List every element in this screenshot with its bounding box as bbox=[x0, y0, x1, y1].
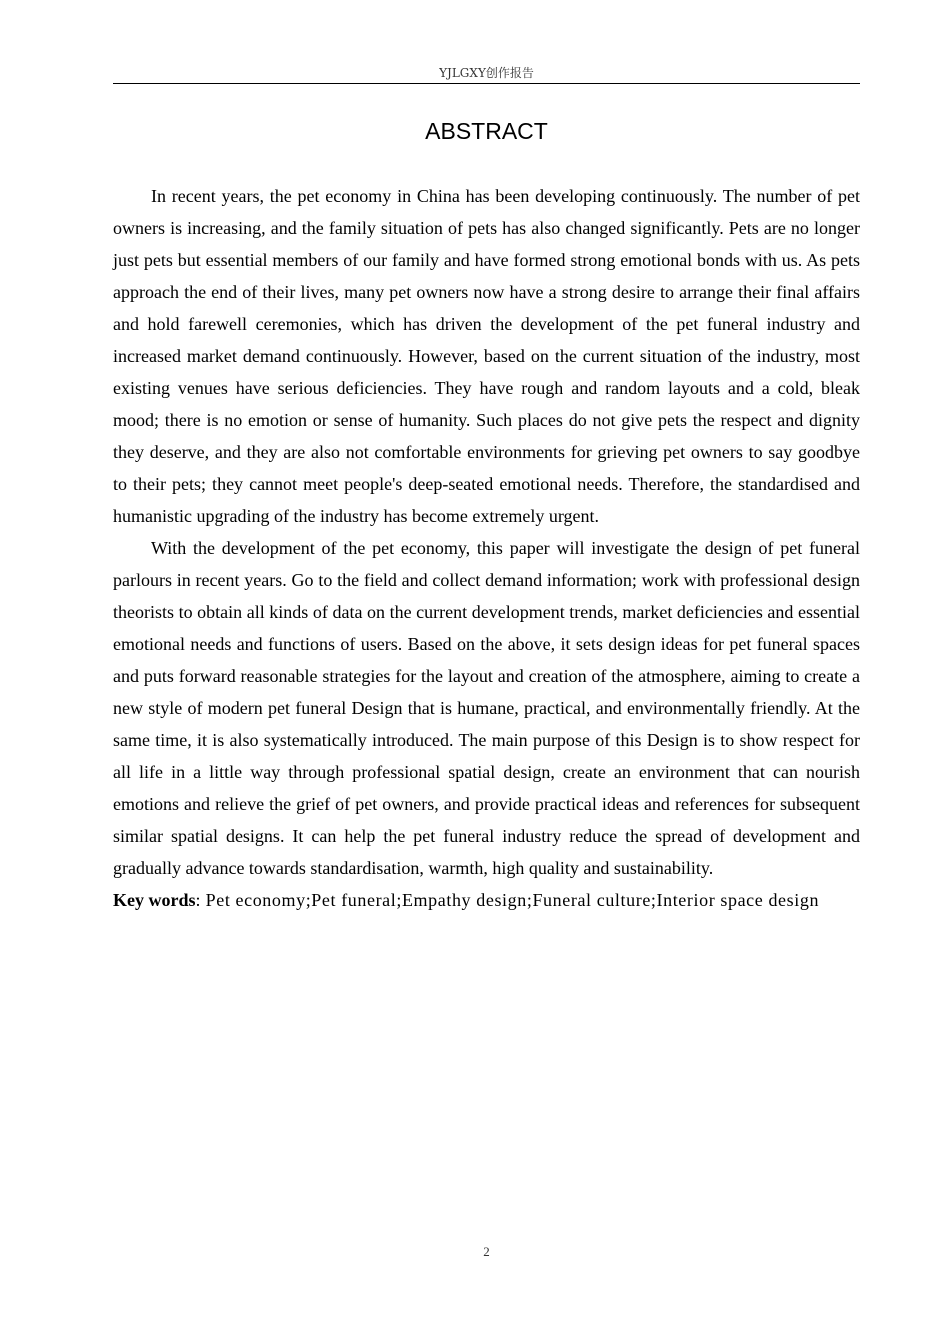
keywords-separator: : bbox=[195, 890, 201, 910]
page-number: 2 bbox=[483, 1244, 490, 1259]
keywords-line bbox=[113, 884, 860, 916]
keywords-label: Key words bbox=[113, 890, 196, 910]
page-title: ABSTRACT bbox=[425, 118, 548, 144]
abstract-paragraph-2: With the development of the pet economy, this paper will investigate the design of pet funeral parlours in recent years. Go to the field and collect demand information; work with professional design theorists to obtain all kinds of data on the current development trends, market deficiencies and essential emotional needs and functions of users. Based on the above, it sets design ideas for pet funeral spaces and puts forward reasonable strategies for the layout and creation of the atmosphere, aiming to create a new style of modern pet funeral Design that is humane, practical, and environmentally friendly. At the same time, it is also systematically introduced. The main purpose of this Design is to show respect for all life in a little way through professional spatial design, create an environment that can nourish emotions and relieve the grief of pet owners, and provide practical ideas and references for subsequent similar spatial designs. It can help the pet funeral industry reduce the spread of development and gradually advance towards standardisation, warmth, high quality and sustainability. bbox=[113, 538, 860, 878]
keywords-value: Pet economy;Pet funeral;Empathy design;Funeral culture;Interior space design bbox=[200, 890, 820, 910]
abstract-body bbox=[113, 180, 860, 916]
page-header: YJLGXY创作报告 bbox=[113, 64, 860, 84]
abstract-paragraph-1: In recent years, the pet economy in China has been developing continuously. The number of pet owners is increasing, and the family situation of pets has also changed significantly. Pets are no longer just pets but essential members of our family and have formed strong emotional bonds with us. As pets approach the end of their lives, many pet owners now have a strong desire to arrange their final affairs and hold farewell ceremonies, which has driven the development of the pet funeral industry and increased market demand continuously. However, based on the current situation of the industry, most existing venues have serious deficiencies. They have rough and random layouts and a cold, bleak mood; there is no emotion or sense of humanity. Such places do not give pets the respect and dignity they deserve, and they are also not comfortable environments for grieving pet owners to say goodbye to their pets; they cannot meet people's deep-seated emotional needs. Therefore, the standardised and humanistic upgrading of the industry has become extremely urgent. bbox=[113, 186, 860, 526]
